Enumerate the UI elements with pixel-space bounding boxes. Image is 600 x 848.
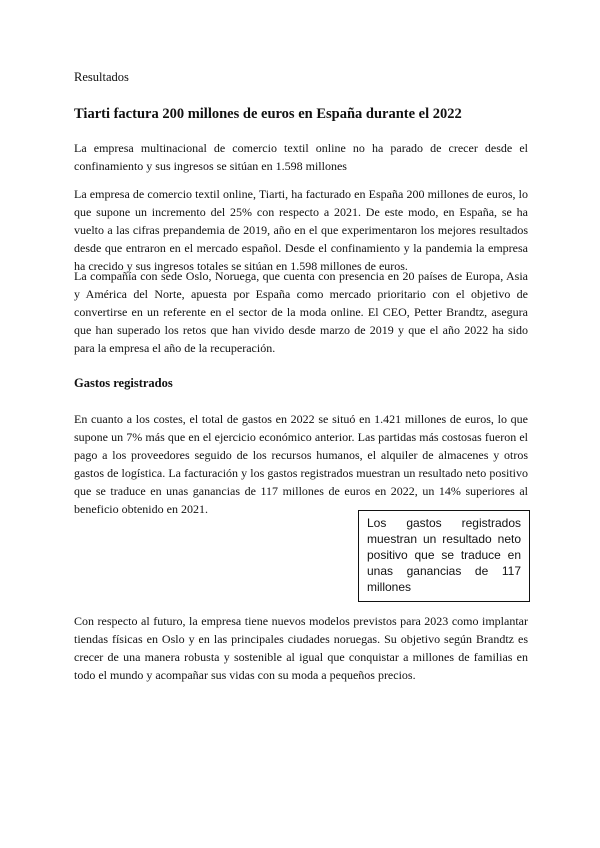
costs-paragraph: En cuanto a los costes, el total de gastos en 2022 se situó en 1.421 millones de euros, lo que supone un 7% más que en el ejercicio económico anterior. Las partidas más costosas fueron el pago a los proveedores seguido de los recursos humanos, el alquiler de almacenes y otros gastos de logística. La facturación y los gastos registrados muestran un resultado neto positivo que se traduce en unas ganancias de 117 millones de euros en 2022, un 14% superiores al beneficio obtenido en 2021. bbox=[74, 412, 528, 516]
body-paragraph: La compañía con sede Oslo, Noruega, que cuenta con presencia en 20 países de Europa, Asia y América del Norte, apuesta por España como mercado prioritario con el objetivo de convertirse en un referente en el sector de la moda online. El CEO, Petter Brandtz, asegura que han superado los retos que han vivido desde marzo de 2019 y que el año 2022 ha sido para la empresa el año de la recuperación. bbox=[74, 269, 528, 355]
pull-quote-box: Los gastos registrados muestran un resultado neto positivo que se traduce en unas ganancias de 117 millones bbox=[358, 510, 530, 602]
section-heading: Gastos registrados bbox=[74, 376, 173, 390]
section-label: Resultados bbox=[74, 70, 129, 84]
lead-paragraph: La empresa multinacional de comercio textil online no ha parado de crecer desde el confinamiento y sus ingresos se sitúan en 1.598 millones bbox=[74, 141, 528, 173]
article-title: Tiarti factura 200 millones de euros en España durante el 2022 bbox=[74, 106, 462, 122]
body-paragraph: La empresa de comercio textil online, Tiarti, ha facturado en España 200 millones de euros, lo que supone un incremento del 25% con respecto a 2021. De este modo, en España, se ha vuelto a las cifras prepandemia de 2019, año en el que experimentaron los mejores resultados desde que entraron en el mercado español. Desde el confinamiento y la pandemia la empresa ha crecido y sus ingresos totales se sitúan en 1.598 millones de euros. bbox=[74, 187, 528, 273]
future-paragraph: Con respecto al futuro, la empresa tiene nuevos modelos previstos para 2023 como implantar tiendas físicas en Oslo y en las principales ciudades noruegas. Su objetivo según Brandtz es crecer de una manera robusta y sostenible al igual que conquistar a millones de familias en todo el mundo y acompañar sus vidas con su moda a pequeños precios. bbox=[74, 614, 528, 682]
